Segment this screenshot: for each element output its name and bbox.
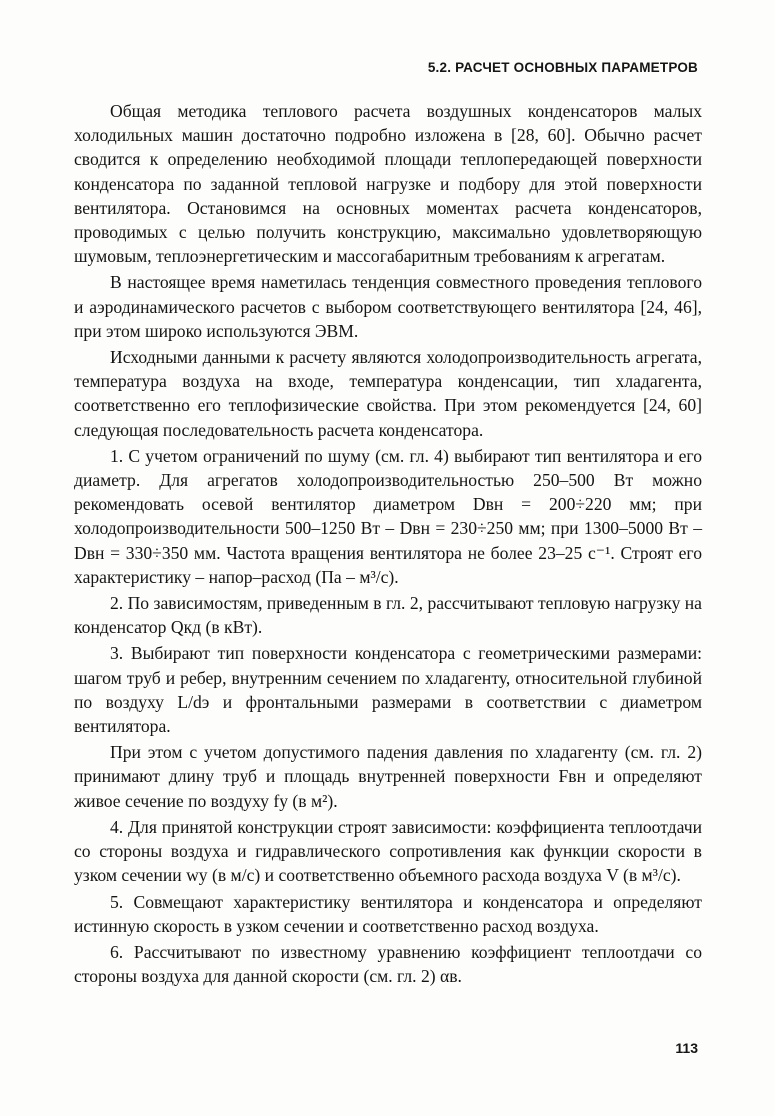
paragraph-trend: В настоящее время наметилась тенденция совместного проведения теплового и аэродинамического расчетов с выбором соответствующего вентилятора [24, 46], при этом широко используются ЭВМ. (74, 272, 702, 341)
paragraph-step-1: 1. С учетом ограничений по шуму (см. гл. 4) выбирают тип вентилятора и его диаметр. Для агрегатов холодопроизводительностью 250–500 Вт можно рекомендовать осевой вентилятор диаметром Dвн = 200÷220 мм; при холодопроизводительности 500–1250 Вт – Dвн = 230÷250 мм; при 1300–5000 Вт – Dвн = 330÷350 мм. Частота вращения вентилятора не более 23–25 с⁻¹. Строят его характеристику – напор–расход (Па – м³/с). (74, 445, 702, 587)
body-text (74, 99, 702, 990)
paragraph-step-3: 3. Выбирают тип поверхности конденсатора с геометрическими размерами: шагом труб и ребер, внутренним сечением по хладагенту, относительной глубиной по воздуху L/dэ и фронтальными размерами в соответствии с диаметром вентилятора. (74, 643, 702, 737)
running-header: 5.2. РАСЧЕТ ОСНОВНЫХ ПАРАМЕТРОВ (427, 60, 698, 75)
page-number: 113 (675, 1040, 698, 1056)
paragraph-step-4: 4. Для принятой конструкции строят зависимости: коэффициента теплоотдачи со стороны воздуха и гидравлического сопротивления как функции скорости в узком сечении wу (в м/с) и соответственно объемного расхода воздуха V (в м³/с). (74, 816, 702, 886)
paragraph-step-2: 2. По зависимостям, приведенным в гл. 2, рассчитывают тепловую нагрузку на конденсатор Qкд (в кВт). (74, 593, 702, 638)
paragraph-step-5: 5. Совмещают характеристику вентилятора и конденсатора и определяют истинную скорость в узком сечении и соответственно расход воздуха. (74, 891, 702, 936)
paragraph-step-3-cont: При этом с учетом допустимого падения давления по хладагенту (см. гл. 2) принимают длину труб и площадь внутренней поверхности Fвн и определяют живое сечение по воздуху fу (в м²). (74, 742, 702, 811)
paragraph-intro: Общая методика теплового расчета воздушных конденсаторов малых холодильных машин достаточно подробно изложена в [28, 60]. Обычно расчет сводится к определению необходимой площади теплопередающей поверхности конденсатора по заданной тепловой нагрузке и подбору для этой поверхности вентилятора. Остановимся на основных моментах расчета конденсаторов, проводимых с целью получить конструкцию, максимально удовлетворяющую шумовым, теплоэнергетическим и массогабаритным требованиям к агрегатам. (74, 101, 702, 267)
paragraph-step-6: 6. Рассчитывают по известному уравнению коэффициент теплоотдачи со стороны воздуха для данной скорости (см. гл. 2) αв. (74, 941, 702, 987)
paragraph-input-data: Исходными данными к расчету являются холодопроизводительность агрегата, температура воздуха на входе, температура конденсации, тип хладагента, соответственно его теплофизические свойства. При этом рекомендуется [24, 60] следующая последовательность расчета конденсатора. (74, 347, 702, 440)
